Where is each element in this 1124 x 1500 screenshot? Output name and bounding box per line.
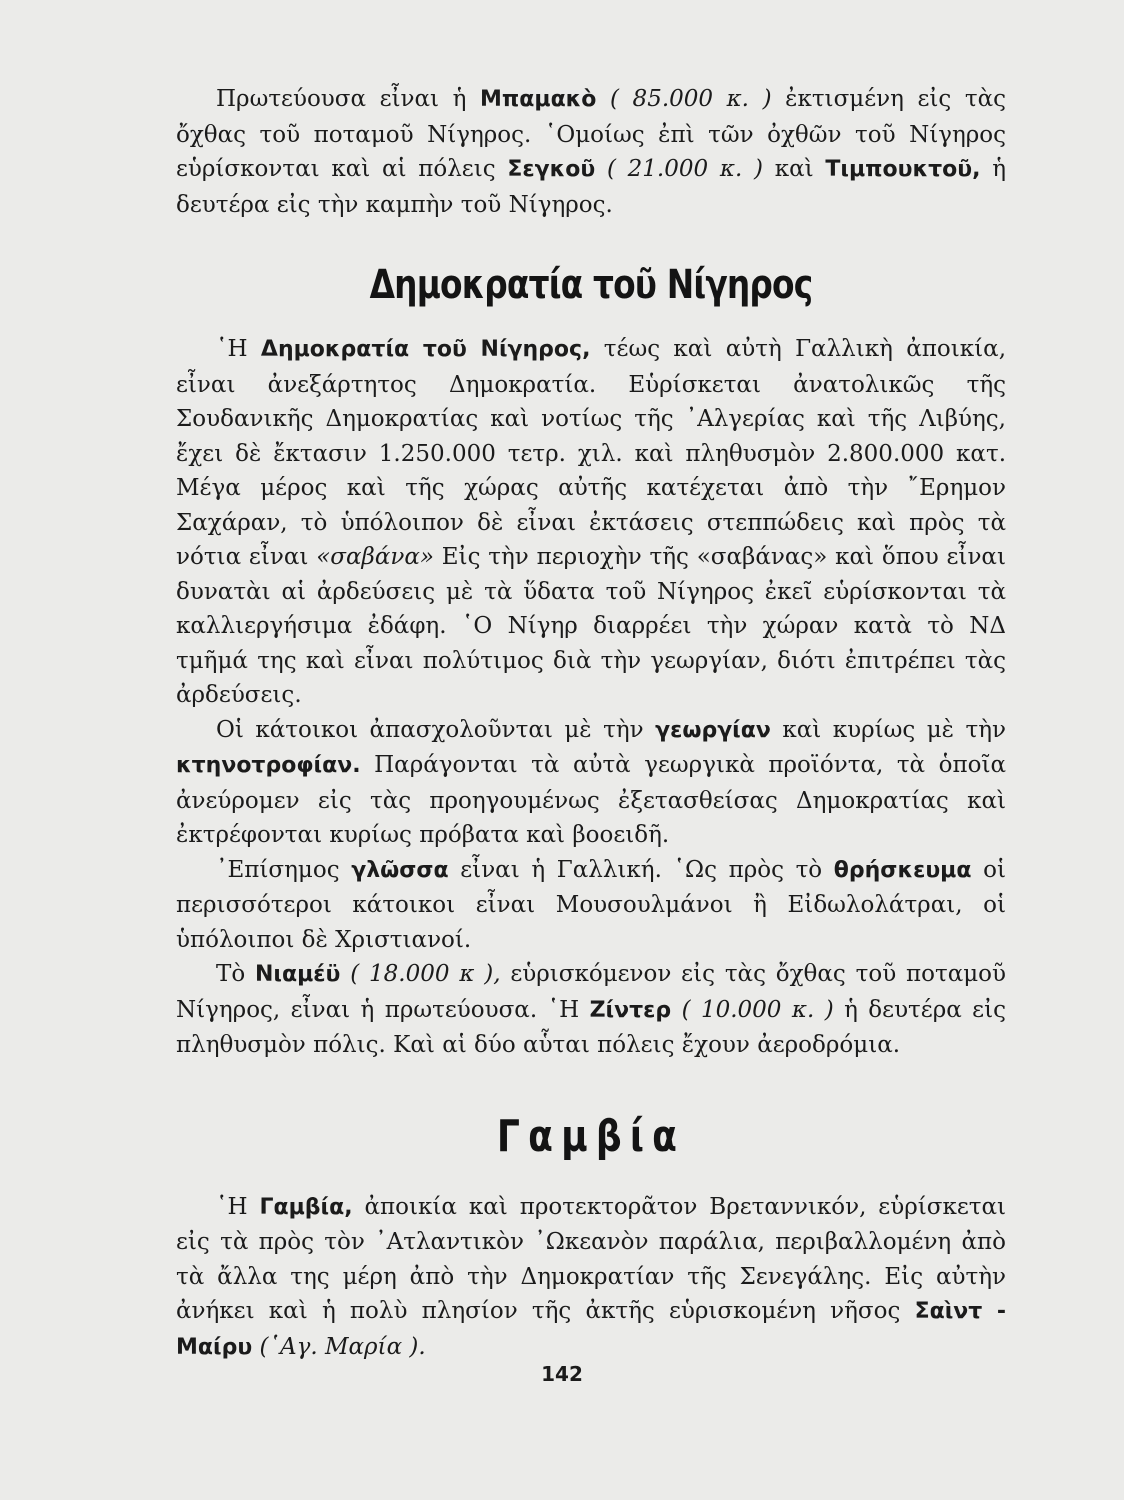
term-italic: «σαβάνα» [316, 544, 434, 570]
text-run: Οἱ κάτοικοι ἀπασχολοῦνται μὲ τὴν [216, 716, 656, 743]
text-run: Πρωτεύουσα εἶναι ἡ [216, 86, 480, 112]
text-run: εὑρισκόμενον εἰς τὰς ὄχθας τοῦ ποταμοῦ Νίγηρος, εἶναι ἡ πρωτεύουσα. ῾Η [176, 961, 1007, 1023]
intro-paragraph [176, 82, 1006, 222]
section-title-gambia: Γαμβία [496, 1110, 686, 1162]
page-content [176, 82, 1006, 1365]
text-run: ἡ δευτέρα εἰς τὴν καμπὴν τοῦ Νίγηρος. [176, 156, 1007, 218]
population-note: ( 21.000 κ. ) [606, 156, 763, 182]
text-run: Εἰς τὴν περιοχὴν τῆς «σαβάνας» καὶ ὅπου εἶναι δυνατὰι αἱ ἀρδεύσεις μὲ τὰ ὕδατα τοῦ Νίγηρος ἐκεῖ εὑρίσκονται τὰ καλλιεργήσιμα ἐδάφη. ῾Ο Νίγηρ διαρρέει τὴν χώραν κατὰ τὸ ΝΔ τμῆμά της καὶ εἶναι πολύτιμος διὰ τὴν γεωργίαν, διότι ἐπιτρέπει τὰς ἀρδεύσεις. [176, 544, 1006, 708]
keyword: θρήσκευμα [833, 857, 972, 883]
place-name: Μπαμακὸ [479, 87, 597, 112]
population-note: ( 10.000 κ. ) [681, 996, 834, 1023]
niger-paragraph-3 [176, 853, 1006, 958]
text-run: τέως καὶ αὐτὴ Γαλλικὴ ἀποικία, εἶναι ἀνεξάρτητος Δημοκρατία. Εὑρίσκεται ἀνατολικῶς τῆς Σουδανικῆς Δημοκρατίας καὶ νοτίως τῆς ᾿Αλγερίας καὶ τῆς Λιβύης, ἔχει δὲ ἔκτασιν 1.250.000 τετρ. χιλ. καὶ πληθυσμὸν 2.800.000 κατ. Μέγα μέρος καὶ τῆς χώρας αὐτῆς κατέχεται ἀπὸ τὴν ῎Ερημον Σαχάραν, τὸ ὑπόλοιπον δὲ εἶναι ἐκτάσεις στεππώδεις καὶ πρὸς τὰ νότια εἶναι [176, 336, 1007, 570]
place-name: Ζίντερ [589, 997, 672, 1023]
text-run: ῾Η [216, 1193, 260, 1220]
country-name: Γαμβία, [259, 1194, 353, 1220]
place-name: Νιαμέϋ [255, 962, 341, 987]
gambia-paragraph-1 [176, 1190, 1006, 1366]
population-note: ( 85.000 κ. ) [610, 86, 772, 112]
text-run: εἶναι ἡ Γαλλική. ῾Ως πρὸς τὸ [448, 856, 834, 883]
text-run: ἀποικία καὶ προτεκτορᾶτον Βρεταννικόν, εὑρίσκεται εἰς τὰ πρὸς τὸν ᾿Ατλαντικὸν ᾿Ωκεανὸν παράλια, περιβαλλομένη ἀπὸ τὰ ἄλλα της μέρη ἀπὸ τὴν Δημοκρατίαν τῆς Σενεγάλης. Εἰς αὐτὴν ἀνήκει καὶ ἡ πολὺ πλησίον τῆς ἀκτῆς εὑρισκομένη νῆσος [176, 1193, 1007, 1324]
place-note: (῾Αγ. Μαρία ). [259, 1333, 426, 1360]
text-run: ᾿Επίσημος [216, 856, 352, 883]
text-run: οἱ περισσότεροι κάτοικοι εἶναι Μουσουλμάνοι ἢ Εἰδωλολάτραι, οἱ ὑπόλοιποι δὲ Χριστιανοί. [176, 856, 1006, 953]
place-name: Τιμπουκτοῦ, [825, 157, 981, 182]
text-run: καὶ κυρίως μὲ τὴν [770, 716, 1006, 743]
section-title-niger: Δημοκρατία τοῦ Νίγηρος [369, 262, 813, 308]
keyword: γλῶσσα [351, 857, 449, 883]
text-run: ῾Η [216, 336, 261, 362]
niger-paragraph-2 [176, 713, 1006, 853]
place-name: Σεγκοῦ [507, 157, 596, 182]
text-run: καὶ [762, 156, 826, 182]
text-run: ἐκτισμένη εἰς τὰς ὄχθας τοῦ ποταμοῦ Νίγηρος. ῾Ομοίως ἐπὶ τῶν ὀχθῶν τοῦ Νίγηρος εὑρίσκονται καὶ αἱ πόλεις [176, 86, 1006, 182]
population-note: ( 18.000 κ ), [350, 961, 501, 987]
page-number: 142 [541, 1362, 583, 1386]
keyword: γεωργίαν [655, 717, 771, 743]
text-run: Τὸ [216, 961, 256, 987]
niger-paragraph-4 [176, 957, 1006, 1063]
keyword: κτηνοτροφίαν. [176, 753, 361, 778]
text-run: ἡ δευτέρα εἰς πληθυσμὸν πόλις. Καὶ αἱ δύο αὗται πόλεις ἔχουν ἀεροδρόμια. [176, 996, 1006, 1058]
country-name: Δημοκρατία τοῦ Νίγηρος, [260, 337, 591, 362]
text-run: Παράγονται τὰ αὐτὰ γεωργικὰ προϊόντα, τὰ ὁποῖα ἀνεύρομεν εἰς τὰς προηγουμένως ἐξετασθείσας Δημοκρατίας καὶ ἐκτρέφονται κυρίως πρόβατα καὶ βοοειδῆ. [176, 752, 1006, 848]
place-name: Σαὶντ - Μαίρυ [176, 1299, 1006, 1360]
niger-paragraph-1 [176, 332, 1006, 713]
